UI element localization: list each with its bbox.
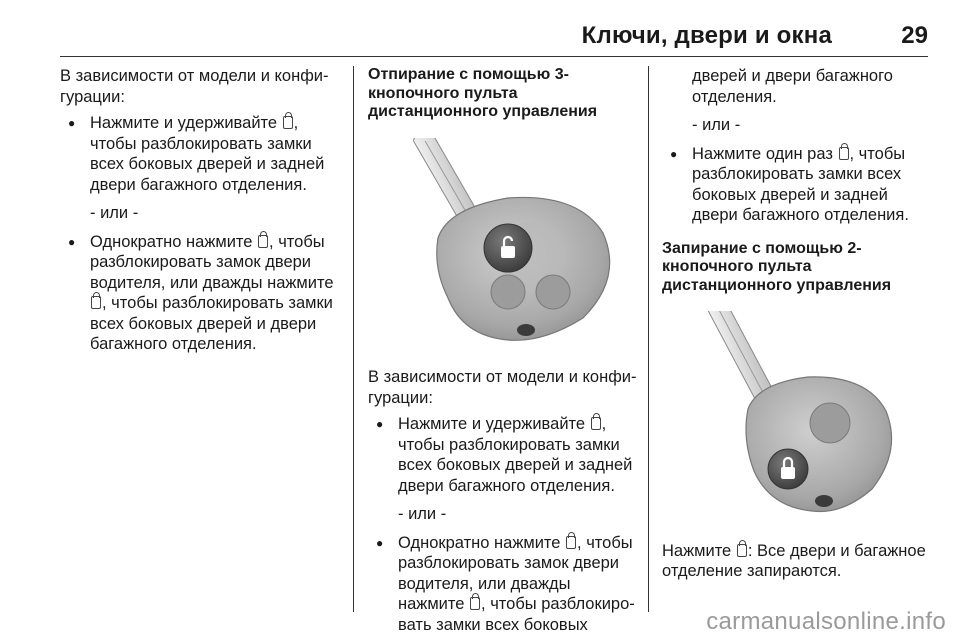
column-3 <box>662 66 928 588</box>
section-heading: Отпирание с помощью 3-кнопочного пульта дистанционного управления <box>368 66 598 120</box>
intro-text: В зависимости от модели и конфигурации: <box>368 368 637 407</box>
unlock-icon <box>839 147 849 160</box>
column-1 <box>60 66 340 363</box>
three-button-key-figure <box>368 138 640 354</box>
intro-text: В зависимости от модели и конфигурации: <box>60 67 329 106</box>
list-item <box>60 113 340 195</box>
or-separator: - или - <box>692 116 741 134</box>
unlock-icon <box>591 417 601 430</box>
bullet-text: Нажмите один раз <box>692 144 838 163</box>
bullet-text: , чтобы разблокировать замки всех боковых дверей и задней двери багажного отделения. <box>398 415 633 495</box>
unlock-icon <box>470 597 480 610</box>
three-button-key-illustration <box>368 138 640 348</box>
list-item <box>60 232 340 355</box>
unlock-icon <box>566 536 576 549</box>
lock-text: : Все двери и багажное отделение запираются. <box>662 541 926 580</box>
lock-icon <box>737 544 747 557</box>
two-button-key-illustration <box>662 311 928 521</box>
bullet-text: , чтобы разблокировать замки всех боковых дверей и задней двери багажного отделения. <box>90 114 325 194</box>
bullet-text: Нажмите и удерживайте <box>398 415 590 433</box>
or-separator: - или - <box>90 204 139 222</box>
unlock-icon <box>258 235 268 248</box>
lock-text: Нажмите <box>662 541 736 560</box>
unlock-icon <box>283 116 293 129</box>
bullet-list <box>368 414 640 496</box>
bullet-list <box>368 533 640 636</box>
bullet-list <box>60 113 340 195</box>
bullet-text: , чтобы разблокировать замок двери водителя, или дважды нажмите <box>90 232 334 292</box>
bullet-text: , чтобы разблокировать замки всех боковых <box>398 595 635 634</box>
bullet-text: Однократно нажмите <box>398 533 566 552</box>
section-heading: Запирание с помощью 2-кнопочного пульта дистанционного управления <box>662 239 892 294</box>
chapter-title: Ключи, двери и окна <box>581 22 832 49</box>
lock-instruction <box>662 541 928 582</box>
page-header <box>60 18 928 57</box>
two-button-key-figure <box>662 311 928 527</box>
column-divider <box>353 66 354 612</box>
bullet-text: , чтобы разблокировать замки всех боковых дверей и задней двери багажного отделения. <box>692 144 909 224</box>
continued-text: дверей и двери багажного отделения. <box>692 67 893 106</box>
column-divider <box>648 66 649 612</box>
bullet-text: , чтобы разблокировать замок двери водителя, или дважды нажмите <box>398 533 633 613</box>
bullet-list <box>662 144 928 226</box>
page-number: 29 <box>901 22 928 49</box>
column-2 <box>368 66 640 643</box>
bullet-text: Однократно нажмите <box>90 232 258 251</box>
watermark: carmanualsonline.info <box>706 608 946 635</box>
bullet-text: , чтобы разблокировать замки всех боковых дверей и двери багажного отделения. <box>90 294 333 353</box>
list-item <box>368 414 640 496</box>
list-item <box>368 533 640 636</box>
bullet-text: Нажмите и удерживайте <box>90 114 282 132</box>
unlock-icon <box>91 296 101 309</box>
or-separator: - или - <box>398 505 447 523</box>
list-item <box>662 144 928 226</box>
bullet-list <box>60 232 340 355</box>
